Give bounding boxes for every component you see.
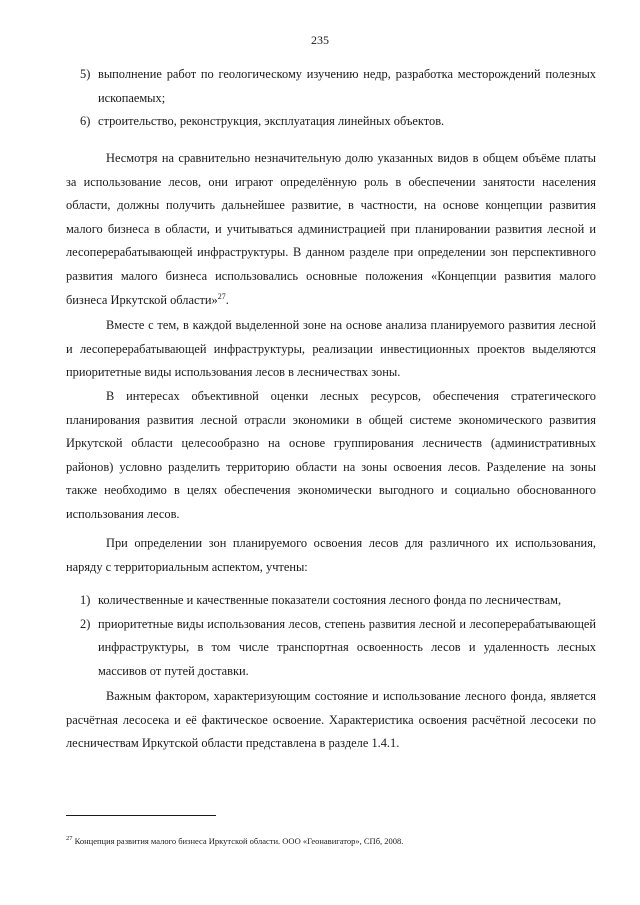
list-item	[66, 613, 596, 684]
paragraph-block-3	[66, 385, 596, 527]
footnote-mark: 27	[66, 835, 73, 843]
bottom-list-block	[66, 589, 596, 683]
paragraph-1-text: Несмотря на сравнительно незначительную долю указанных видов в общем объёме платы за использование лесов, они играют определённую роль в обеспечении занятости населения области, должны получить дальнейшее развитие, в частности, на основе концепции развития малого бизнеса в области, и учитываться администрацией при планировании развития лесной и лесоперерабатывающей инфраструктуры. В данном разделе при определении зон перспективного развития малого бизнеса использовались основные положения «Концепции развития малого бизнеса Иркутской области»	[66, 151, 596, 307]
paragraph-1-end: .	[225, 292, 229, 307]
footnote-text: Концепция развития малого бизнеса Иркутской области. ООО «Геонавигатор», СПб, 2008.	[74, 836, 404, 846]
paragraph-block-2	[66, 314, 596, 385]
footnote	[66, 835, 596, 847]
list-item-text: выполнение работ по геологическому изучению недр, разработка месторождений полезных ископаемых;	[98, 67, 596, 105]
list-item	[66, 63, 596, 110]
paragraph-5: Важным фактором, характеризующим состояние и использование лесного фонда, является расчётная лесосека и её фактическое освоение. Характеристика освоения расчётной лесосеки по лесничествам Иркутской области представлена в разделе 1.4.1.	[66, 689, 596, 751]
paragraph-block-1	[66, 147, 596, 312]
top-list-block	[66, 63, 596, 134]
paragraph-3: В интересах объективной оценки лесных ресурсов, обеспечения стратегического планирования развития лесной отрасли экономики в общей системе экономического развития Иркутской области целесообразно на основе группирования лесничеств (административных районов) условно разделить территорию области на зоны освоения лесов. Разделение на зоны также необходимо в целях обеспечения экономически выгодного и социально обоснованного использования лесов.	[66, 389, 596, 521]
bottom-list	[66, 589, 596, 683]
list-marker: 6)	[80, 114, 91, 129]
paragraph-block-5	[66, 685, 596, 756]
paragraph-2: Вместе с тем, в каждой выделенной зоне на основе анализа планируемого развития лесной и лесоперерабатывающей инфраструктуры, реализации инвестиционных проектов выделяются приоритетные виды использования лесов в лесничествах зоны.	[66, 318, 596, 380]
paragraph-4: При определении зон планируемого освоения лесов для различного их использования, наряду с территориальным аспектом, учтены:	[66, 536, 596, 574]
paragraph-1	[66, 147, 596, 312]
footnote-divider	[66, 815, 216, 816]
list-item-text: приоритетные виды использования лесов, степень развития лесной и лесоперерабатывающей инфраструктуры, в том числе транспортная освоенность лесов и удаленность лесных массивов от путей доставки.	[98, 616, 596, 678]
list-item-text: строительство, реконструкция, эксплуатация линейных объектов.	[98, 114, 445, 129]
list-marker: 2)	[80, 616, 91, 631]
list-marker: 5)	[80, 67, 91, 81]
list-item-text: количественные и качественные показатели состояния лесного фонда по лесничествам,	[98, 593, 562, 607]
list-marker: 1)	[80, 593, 91, 607]
top-list	[66, 63, 596, 134]
page-number: 235	[311, 33, 329, 47]
list-item	[66, 589, 596, 613]
footnote-reference[interactable]: 27	[217, 291, 226, 301]
paragraph-block-4	[66, 532, 596, 579]
list-item	[66, 110, 596, 134]
